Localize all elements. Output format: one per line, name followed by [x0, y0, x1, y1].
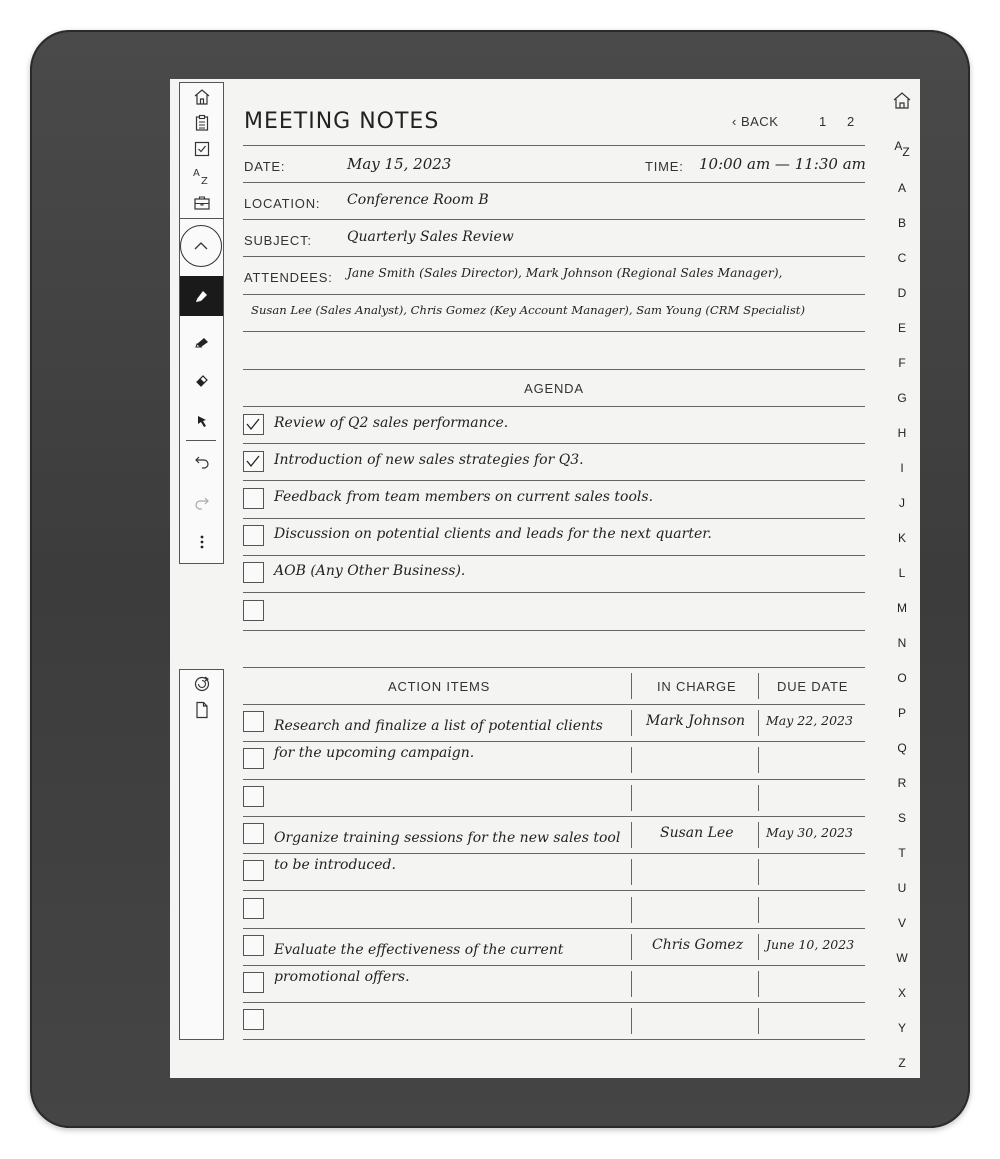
note-page [243, 79, 865, 1078]
index-letter-b[interactable]: B [897, 216, 906, 230]
divider [180, 218, 223, 219]
index-letter-u[interactable]: U [897, 881, 907, 895]
more-icon[interactable] [180, 531, 223, 553]
time-value[interactable]: 10:00 am — 11:30 am [699, 155, 866, 173]
col-divider [631, 822, 632, 848]
agenda-checkbox[interactable] [243, 525, 264, 546]
page-link-2[interactable]: 2 [847, 114, 855, 129]
index-letter-v[interactable]: V [897, 916, 906, 930]
index-az[interactable]: AZ [894, 139, 910, 159]
action-item-line1[interactable]: Research and finalize a list of potential clients [274, 718, 603, 734]
action-item-line1[interactable]: Organize training sessions for the new sales tool [274, 830, 621, 846]
index-letter-o[interactable]: O [897, 671, 907, 685]
page-title: MEETING NOTES [244, 109, 440, 134]
index-letter-c[interactable]: C [897, 251, 907, 265]
action-in-charge[interactable]: Chris Gomez [652, 937, 744, 953]
action-item-line2[interactable]: to be introduced. [274, 857, 396, 873]
checkmark-icon [246, 455, 260, 468]
rule [243, 890, 865, 891]
col-divider [631, 859, 632, 885]
rule [243, 741, 865, 742]
agenda-checkbox[interactable] [243, 414, 264, 435]
action-checkbox[interactable] [243, 935, 264, 956]
collapse-button[interactable] [180, 225, 222, 267]
rule [243, 555, 865, 556]
index-letter-i[interactable]: I [900, 461, 904, 475]
rule [243, 294, 865, 295]
rule [243, 480, 865, 481]
action-checkbox[interactable] [243, 786, 264, 807]
action-checkbox[interactable] [243, 1009, 264, 1030]
action-checkbox[interactable] [243, 860, 264, 881]
col-due-date: DUE DATE [777, 679, 849, 694]
rule [243, 443, 865, 444]
svg-text:A: A [192, 168, 200, 179]
rule [243, 779, 865, 780]
agenda-heading: AGENDA [524, 381, 584, 396]
rule [243, 182, 865, 183]
index-letter-e[interactable]: E [897, 321, 906, 335]
checklist-icon[interactable] [180, 138, 223, 160]
agenda-checkbox[interactable] [243, 451, 264, 472]
rule [243, 219, 865, 220]
index-letter-y[interactable]: Y [897, 1021, 906, 1035]
toolbar-bottom [179, 669, 224, 1040]
rule [243, 816, 865, 817]
rule [243, 145, 865, 146]
col-in-charge: IN CHARGE [657, 679, 737, 694]
action-in-charge[interactable]: Mark Johnson [646, 713, 746, 729]
index-letter-g[interactable]: G [897, 391, 907, 405]
rule [243, 518, 865, 519]
index-letter-l[interactable]: L [898, 566, 906, 580]
action-checkbox[interactable] [243, 748, 264, 769]
agenda-item[interactable]: AOB (Any Other Business). [274, 563, 466, 579]
back-button[interactable] [732, 114, 778, 129]
index-letter-r[interactable]: R [897, 776, 907, 790]
index-letter-h[interactable]: H [897, 426, 907, 440]
location-label: LOCATION: [244, 196, 321, 211]
index-letter-m[interactable]: M [897, 601, 907, 615]
index-letter-w[interactable]: W [896, 951, 908, 965]
agenda-item[interactable]: Discussion on potential clients and leads for the next quarter. [274, 526, 712, 542]
chevron-up-icon [193, 241, 209, 251]
redo-icon[interactable] [180, 491, 223, 513]
action-item-line2[interactable]: promotional offers. [274, 969, 410, 985]
home-icon[interactable] [180, 86, 223, 108]
col-divider [758, 859, 759, 885]
undo-icon[interactable] [180, 450, 223, 472]
col-divider [631, 971, 632, 997]
index-letter-s[interactable]: S [897, 811, 906, 825]
index-letter-t[interactable]: T [898, 846, 906, 860]
attendees-line-1[interactable]: Jane Smith (Sales Director), Mark Johnson (Regional Sales Manager), [347, 266, 783, 280]
index-letter-p[interactable]: P [897, 706, 906, 720]
col-divider [631, 747, 632, 773]
agenda-checkbox[interactable] [243, 562, 264, 583]
rule [243, 704, 865, 705]
action-item-line2[interactable]: for the upcoming campaign. [274, 745, 475, 761]
agenda-item[interactable]: Review of Q2 sales performance. [274, 415, 509, 431]
rule [243, 406, 865, 407]
index-home-icon[interactable] [891, 91, 913, 114]
col-divider [631, 1008, 632, 1034]
briefcase-icon[interactable] [180, 192, 223, 214]
attendees-label: ATTENDEES: [244, 270, 333, 285]
subject-value[interactable]: Quarterly Sales Review [347, 229, 514, 245]
col-divider [758, 710, 759, 736]
rule [243, 1002, 865, 1003]
col-action-items: ACTION ITEMS [388, 679, 491, 694]
index-letter-n[interactable]: N [897, 636, 907, 650]
page-icon[interactable] [180, 699, 223, 721]
rule [243, 853, 865, 854]
col-divider [631, 785, 632, 811]
index-letter-a[interactable]: A [897, 181, 906, 195]
col-divider [758, 897, 759, 923]
action-checkbox[interactable] [243, 972, 264, 993]
index-letter-f[interactable]: F [898, 356, 906, 370]
col-divider [631, 710, 632, 736]
rule [243, 630, 865, 631]
rule [243, 331, 865, 332]
rule [243, 965, 865, 966]
index-letter-k[interactable]: K [897, 531, 906, 545]
rule [243, 256, 865, 257]
agenda-checkbox[interactable] [243, 600, 264, 621]
action-checkbox[interactable] [243, 711, 264, 732]
agenda-item[interactable]: Introduction of new sales strategies for Q3. [274, 452, 584, 468]
rule [243, 928, 865, 929]
az-sort-icon[interactable] [180, 165, 223, 187]
time-label: TIME: [645, 159, 684, 174]
col-divider [631, 897, 632, 923]
index-letter-d[interactable]: D [897, 286, 907, 300]
index-letter-j[interactable]: J [899, 496, 905, 510]
notebook-icon[interactable] [180, 112, 223, 134]
rule [243, 1039, 865, 1040]
checkmark-icon [246, 418, 260, 431]
page-link-1[interactable]: 1 [819, 114, 827, 129]
action-item-line1[interactable]: Evaluate the effectiveness of the current [274, 942, 564, 958]
action-due-date[interactable]: May 30, 2023 [766, 825, 853, 840]
lasso-icon[interactable] [180, 410, 223, 432]
divider [186, 440, 216, 441]
highlighter-icon[interactable] [180, 331, 223, 353]
index-letter-z[interactable]: Z [898, 1056, 906, 1070]
agenda-checkbox[interactable] [243, 488, 264, 509]
index-letter-q[interactable]: Q [897, 741, 907, 755]
svg-text:Z: Z [200, 176, 208, 186]
action-due-date[interactable]: June 10, 2023 [766, 937, 855, 952]
col-divider [758, 822, 759, 848]
rule [243, 369, 865, 370]
screen [170, 79, 920, 1078]
subject-label: SUBJECT: [244, 233, 312, 248]
eraser-icon[interactable] [180, 370, 223, 392]
action-due-date[interactable]: May 22, 2023 [766, 713, 853, 728]
date-value[interactable]: May 15, 2023 [347, 155, 452, 173]
col-divider [631, 934, 632, 960]
col-divider [631, 673, 632, 699]
action-checkbox[interactable] [243, 898, 264, 919]
pen-tool-selected[interactable] [180, 276, 223, 316]
chevron-left-icon: ‹ [732, 114, 737, 129]
agenda-item[interactable]: Feedback from team members on current sales tools. [274, 489, 654, 505]
rule [243, 592, 865, 593]
date-label: DATE: [244, 159, 286, 174]
col-divider [758, 934, 759, 960]
location-value[interactable]: Conference Room B [347, 192, 489, 208]
back-label: BACK [740, 114, 779, 129]
attendees-line-2[interactable]: Susan Lee (Sales Analyst), Chris Gomez (Key Account Manager), Sam Young (CRM Specialist) [251, 303, 805, 317]
col-divider [758, 1008, 759, 1034]
rule [243, 667, 865, 668]
pen-icon [194, 288, 210, 304]
toolbar-top [179, 82, 224, 564]
action-checkbox[interactable] [243, 823, 264, 844]
action-in-charge[interactable]: Susan Lee [660, 825, 734, 841]
refresh-icon[interactable] [180, 673, 223, 695]
col-divider [758, 971, 759, 997]
col-divider [758, 673, 759, 699]
index-letter-x[interactable]: X [897, 986, 906, 1000]
col-divider [758, 785, 759, 811]
col-divider [758, 747, 759, 773]
